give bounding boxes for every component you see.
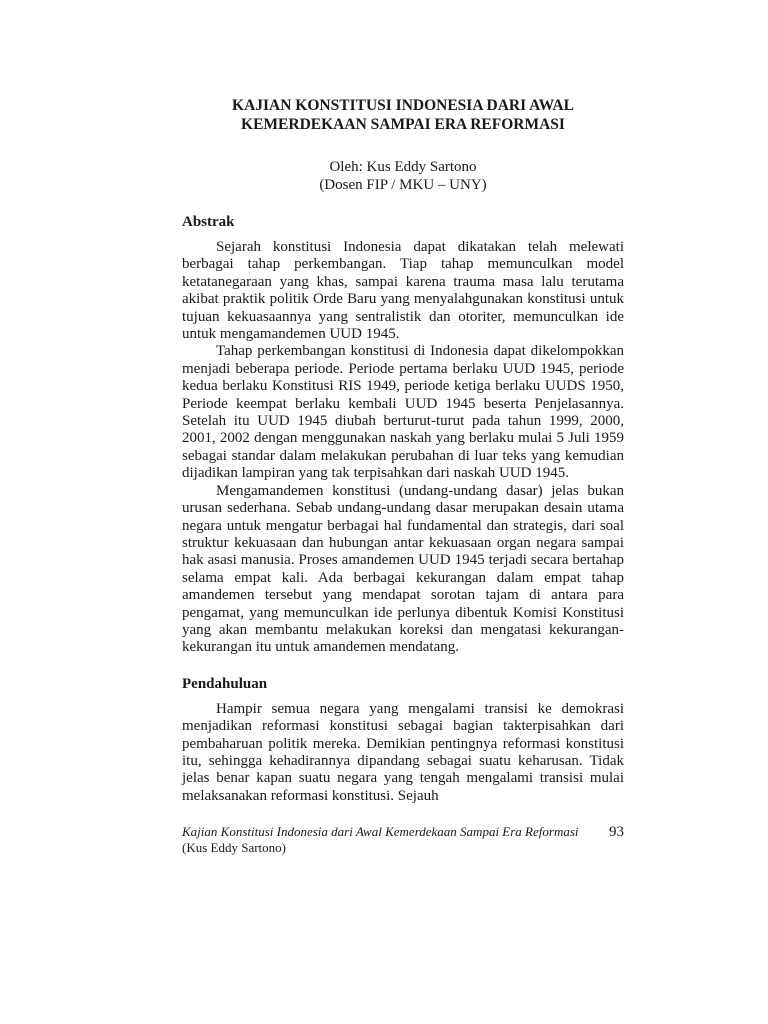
- title-line-1: KAJIAN KONSTITUSI INDONESIA DARI AWAL: [232, 97, 574, 114]
- article-title: [182, 96, 624, 134]
- abstract-paragraph-2: Tahap perkembangan konstitusi di Indonesia dapat dikelompokkan menjadi beberapa periode. Periode pertama berlaku UUD 1945, periode kedua berlaku Konstitusi RIS 1949, periode ketiga berlaku UUDS 1950, Periode keempat berlaku kembali UUD 1945 beserta Penjelasannya. Setelah itu UUD 1945 diubah berturut-turut pada tahun 1999, 2000, 2001, 2002 dengan menggunakan naskah yang berlaku mulai 5 Juli 1959 sebagai standar dalam melakukan perubahan di luar teks yang kemudian dijadikan lampiran yang tak terpisahkan dari naskah UUD 1945.: [182, 343, 624, 482]
- page-number: 93: [609, 824, 624, 840]
- introduction-heading: Pendahuluan: [182, 675, 268, 692]
- abstract-paragraph-3: Mengamandemen konstitusi (undang-undang dasar) jelas bukan urusan sederhana. Sebab undang-undang dasar merupakan desain utama negara untuk mengatur berbagai hal fundamental dan strategis, dari soal struktur kekuasaan dan hubungan antar kekuasaan organ negara sampai hak asasi manusia. Proses amandemen UUD 1945 terjadi secara bertahap selama empat kali. Ada berbagai kekurangan dalam empat tahap amandemen tersebut yang mendapat sorotan tajam di antara para pengamat, yang memunculkan ide perlunya dibentuk Komisi Konstitusi yang akan membantu melakukan koreksi dan mengatasi kekurangan-kekurangan itu untuk amandemen mendatang.: [182, 482, 624, 656]
- footer-author: (Kus Eddy Sartono): [182, 840, 286, 855]
- abstract-heading: Abstrak: [182, 214, 235, 230]
- byline: [182, 158, 624, 194]
- journal-page: [182, 96, 624, 805]
- page-footer: [182, 824, 624, 856]
- title-line-2: KEMERDEKAAN SAMPAI ERA REFORMASI: [241, 116, 565, 133]
- affiliation-line: (Dosen FIP / MKU – UNY): [319, 177, 487, 193]
- footer-running-title: Kajian Konstitusi Indonesia dari Awal Kemerdekaan Sampai Era Reformasi: [182, 824, 579, 839]
- introduction-paragraph: Hampir semua negara yang mengalami transisi ke demokrasi menjadikan reformasi konstitusi sebagai bagian takterpisahkan dari pembaharuan politik mereka. Demikian pentingnya reformasi konstitusi itu, sehingga kehadirannya dipandang sebagai suatu keharusan. Tidak jelas benar kapan suatu negara yang tengah mengalami transisi mulai melaksanakan reformasi konstitusi. Sejauh: [182, 700, 624, 804]
- abstract-paragraph-1: Sejarah konstitusi Indonesia dapat dikatakan telah melewati berbagai tahap perkembangan. Tiap tahap memunculkan model ketatanegaraan yang khas, sampai karena trauma masa lalu terutama akibat praktik politik Orde Baru yang menyalahgunakan konstitusi untuk tujuan kekuasaannya yang sentralistik dan otoriter, memunculkan ide untuk mengamandemen UUD 1945.: [182, 239, 624, 343]
- author-line: Oleh: Kus Eddy Sartono: [329, 159, 477, 175]
